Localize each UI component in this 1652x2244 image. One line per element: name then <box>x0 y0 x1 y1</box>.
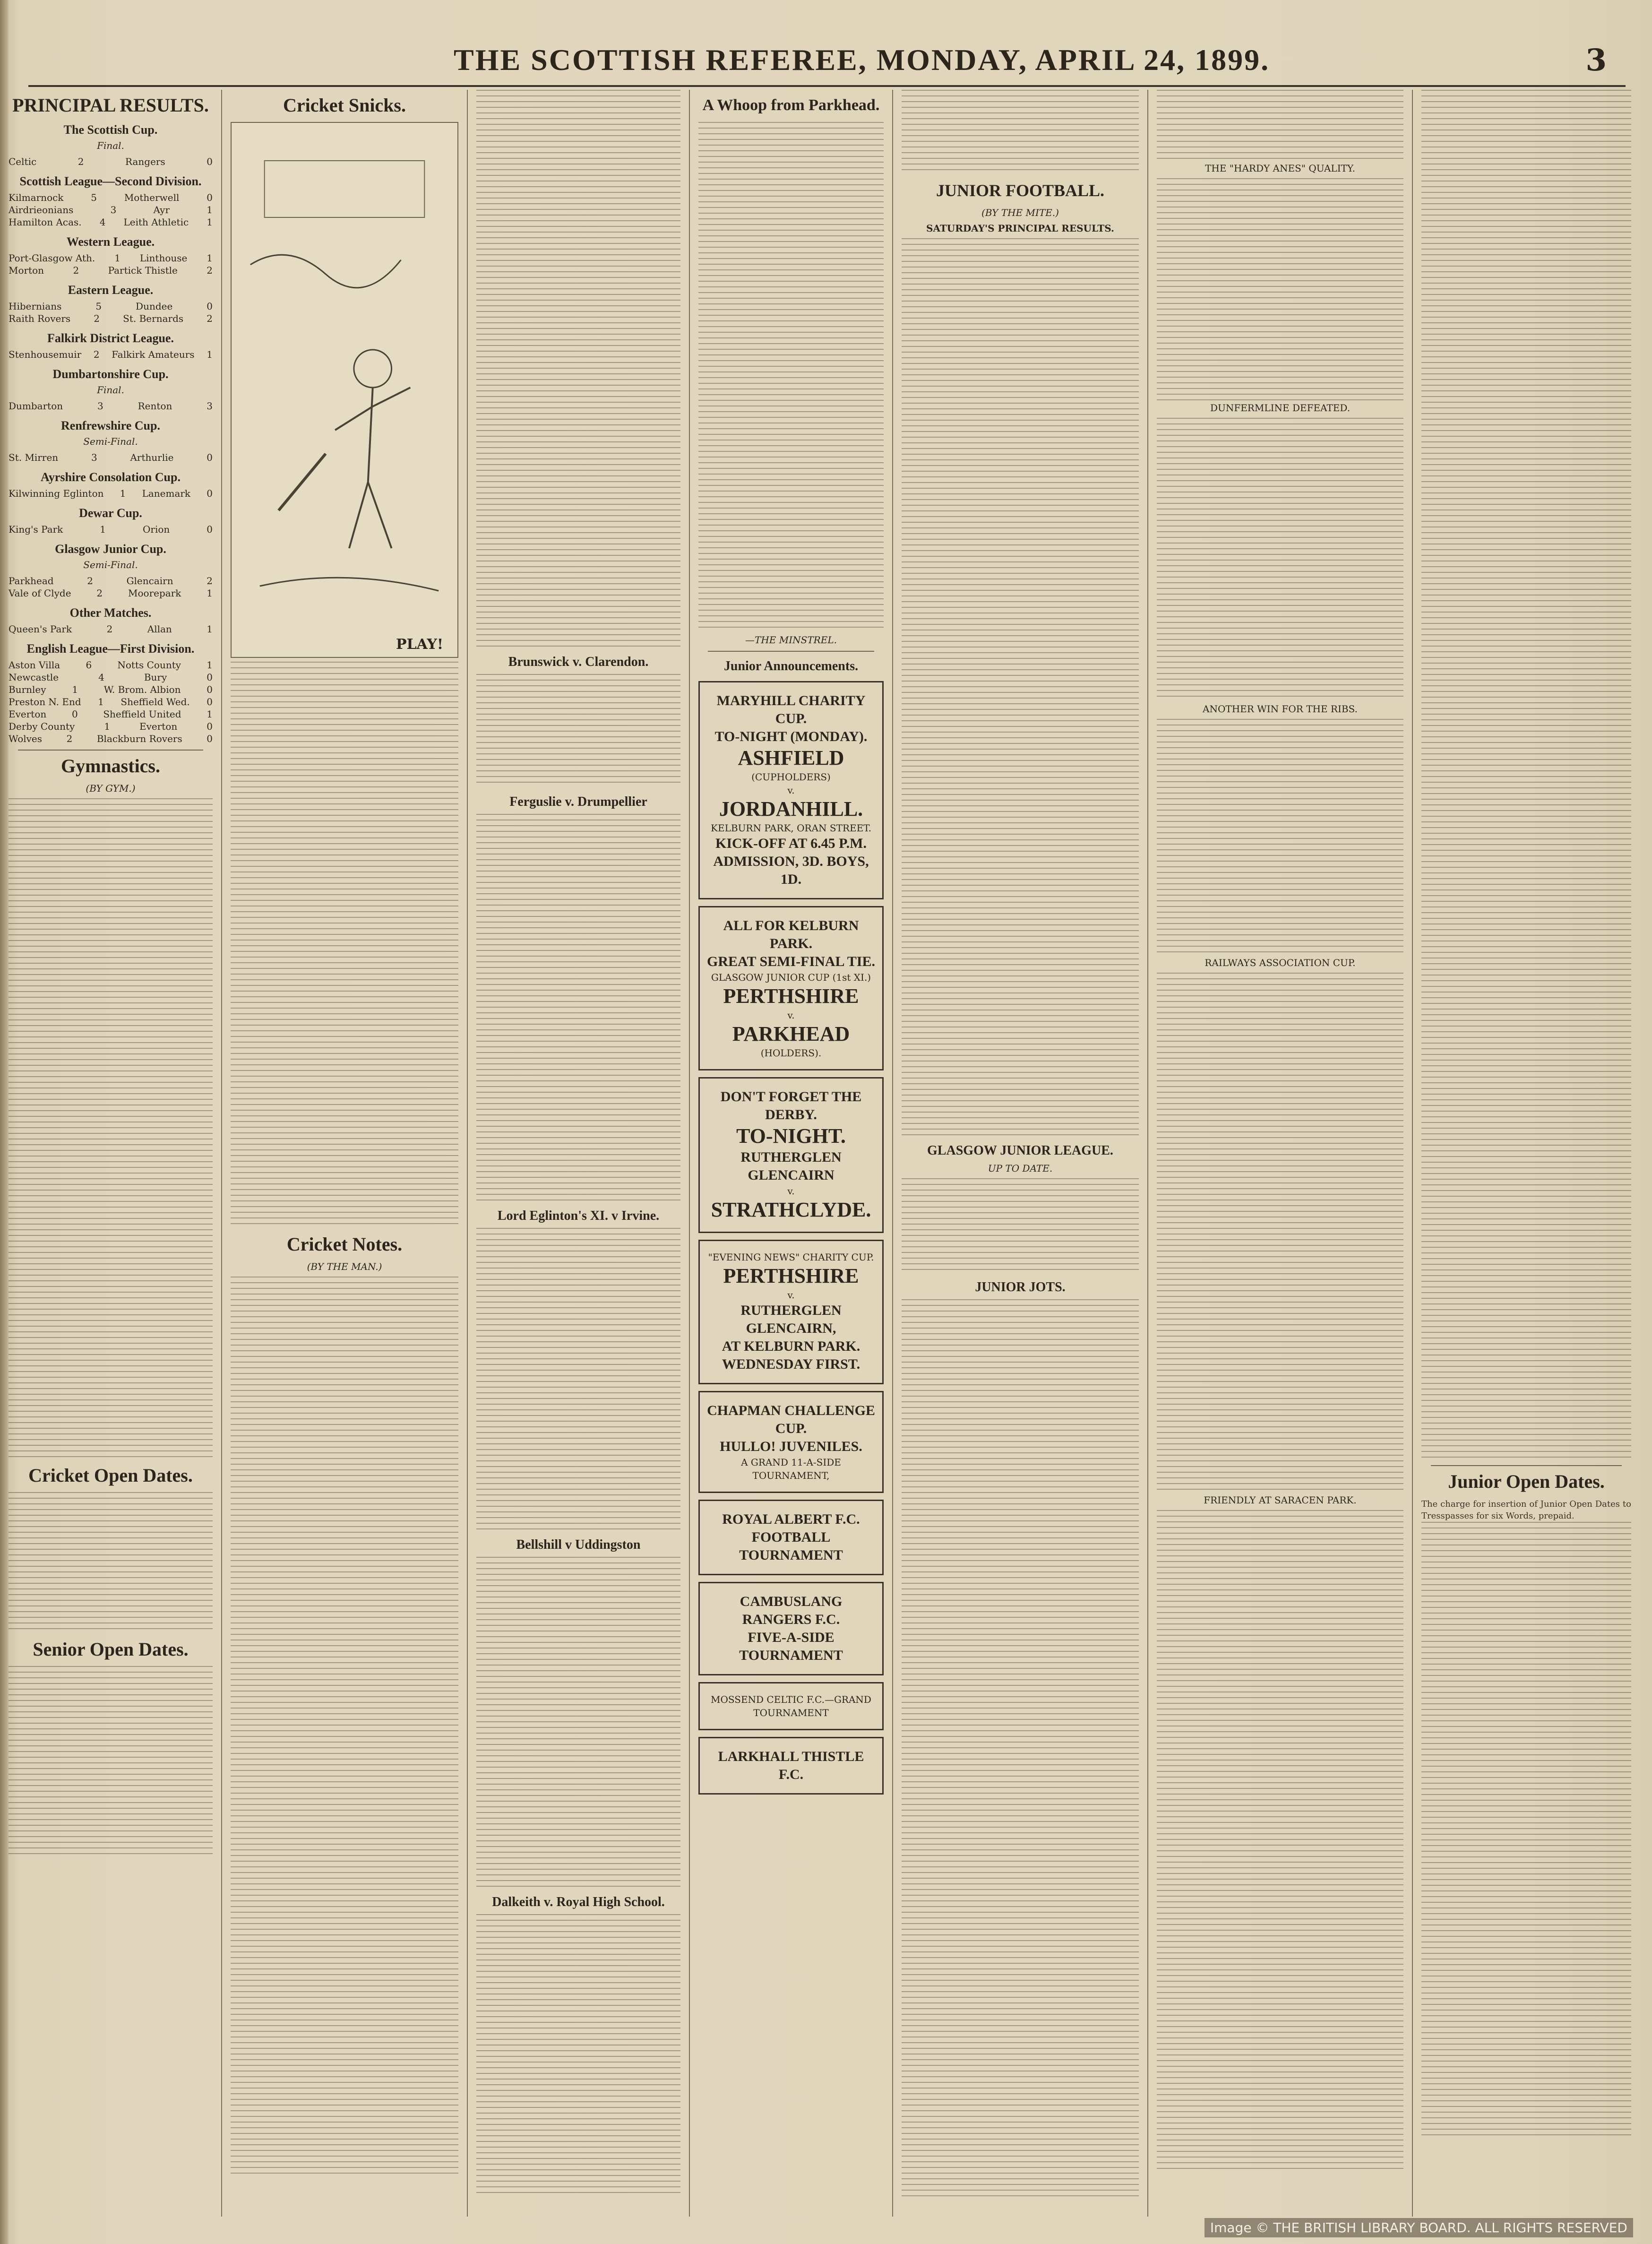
dunfermline-heading: DUNFERMLINE DEFEATED. <box>1210 402 1351 414</box>
result-section-title: Eastern League. <box>68 283 154 297</box>
result-cell: St. Mirren <box>9 452 59 463</box>
junior-football-byline: (BY THE MITE.) <box>981 207 1059 218</box>
result-cell: 0 <box>206 696 213 708</box>
divider <box>1431 1465 1622 1466</box>
junior-jots-heading: JUNIOR JOTS. <box>975 1280 1066 1295</box>
advertisement-line: HULLO! JUVENILES. <box>720 1439 862 1454</box>
result-cell: 2 <box>66 733 73 744</box>
bellshill-uddingston-heading: Bellshill v Uddingston <box>516 1537 641 1552</box>
cricket-open-dates-heading: Cricket Open Dates. <box>28 1465 193 1486</box>
result-row <box>9 708 213 720</box>
result-cell: 2 <box>106 623 113 635</box>
result-cell: Renton <box>138 400 172 412</box>
advertisement-line: (CUPHOLDERS) <box>751 771 831 783</box>
result-cell: Stenhousemuir <box>9 349 82 360</box>
result-cell: 5 <box>91 192 97 203</box>
brunswick-clarendon-heading: Brunswick v. Clarendon. <box>508 655 649 669</box>
result-cell: 1 <box>206 349 213 360</box>
advertisement-line: GLASGOW JUNIOR CUP (1st XI.) <box>711 972 871 983</box>
result-cell: Motherwell <box>124 192 180 203</box>
saturday-results-sub: SATURDAY'S PRINCIPAL RESULTS. <box>926 223 1114 234</box>
result-row <box>9 252 213 264</box>
results-list <box>9 122 213 745</box>
report-text <box>1157 1510 1403 2172</box>
result-cell: 0 <box>206 721 213 732</box>
result-cell: 0 <box>206 301 213 312</box>
masthead <box>28 33 1626 87</box>
divider <box>708 651 874 652</box>
advertisement-line: ROYAL ALBERT F.C. <box>722 1511 860 1527</box>
advertisement-line: PERTHSHIRE <box>723 984 859 1008</box>
result-cell: 3 <box>91 452 97 463</box>
advertisement-box <box>698 1240 884 1384</box>
masthead-title: THE SCOTTISH REFEREE, MONDAY, APRIL 24, 1899. <box>454 43 1270 77</box>
result-cell: 0 <box>206 524 213 535</box>
advertisements <box>698 681 884 1795</box>
ferguslie-drumpellier-heading: Ferguslie v. Drumpellier <box>509 794 647 809</box>
result-cell: 2 <box>206 313 213 324</box>
column-parkhead <box>690 90 893 2217</box>
principal-results-heading: PRINCIPAL RESULTS. <box>12 95 209 116</box>
result-cell: 0 <box>206 452 213 463</box>
result-row <box>9 587 213 599</box>
ferguslie-scorecard <box>476 814 680 1201</box>
result-cell: Dumbarton <box>9 400 63 412</box>
result-cell: Aston Villa <box>9 659 60 671</box>
advertisement-line: DON'T FORGET THE DERBY. <box>720 1089 862 1122</box>
result-row <box>9 659 213 671</box>
result-cell: Burnley <box>9 684 46 695</box>
result-cell: Leith Athletic <box>123 216 189 228</box>
column-cricket-scores <box>468 90 690 2217</box>
advertisement-line: FOOTBALL TOURNAMENT <box>739 1529 843 1563</box>
result-cell: King's Park <box>9 524 63 535</box>
senior-open-dates-text <box>9 1666 213 1855</box>
result-cell: Port-Glasgow Ath. <box>9 252 95 264</box>
junior-league-heading: GLASGOW JUNIOR LEAGUE. <box>927 1143 1113 1158</box>
result-cell: 4 <box>99 216 106 228</box>
cricket-notes-heading: Cricket Notes. <box>286 1234 403 1255</box>
advertisement-line: "EVENING NEWS" CHARITY CUP. <box>708 1251 874 1263</box>
image-credit: Image © THE BRITISH LIBRARY BOARD. ALL RIGHTS RESERVED <box>1205 2218 1633 2237</box>
dalkeith-scorecard <box>476 1914 680 2198</box>
result-cell: 2 <box>73 265 79 276</box>
advertisement-line: (HOLDERS). <box>760 1047 822 1059</box>
result-cell: Kilwinning Eglinton <box>9 488 104 499</box>
junior-football-heading: JUNIOR FOOTBALL. <box>936 181 1105 200</box>
notes-text <box>1421 90 1631 1460</box>
result-cell: Lanemark <box>142 488 191 499</box>
result-cell: Queen's Park <box>9 623 72 635</box>
advertisement-line: AT KELBURN PARK. <box>722 1338 860 1354</box>
result-cell: 3 <box>110 204 117 216</box>
advertisement-line: MARYHILL CHARITY CUP. <box>716 693 866 726</box>
advertisement-line: v. <box>787 1185 795 1197</box>
result-row <box>9 696 213 708</box>
advertisement-line: KICK-OFF AT 6.45 P.M. <box>715 836 867 851</box>
result-cell: Vale of Clyde <box>9 587 71 599</box>
result-cell: 2 <box>206 575 213 587</box>
cricket-notes-text <box>231 1277 458 2175</box>
result-cell: 2 <box>77 156 84 167</box>
result-cell: Rangers <box>125 156 165 167</box>
advertisement-line: STRATHCLYDE. <box>711 1198 871 1221</box>
advertisement-line: CAMBUSLANG RANGERS F.C. <box>740 1594 843 1627</box>
cricket-cartoon-illustration <box>231 122 458 658</box>
result-cell: Everton <box>139 721 178 732</box>
report-text <box>1157 973 1403 1493</box>
result-row <box>9 623 213 635</box>
result-cell: Linthouse <box>139 252 188 264</box>
cricket-open-dates-text <box>9 1492 213 1634</box>
divider <box>18 750 203 751</box>
result-cell: Partick Thistle <box>108 265 178 276</box>
result-cell: 6 <box>86 659 92 671</box>
gymnastics-byline: (BY GYM.) <box>86 783 136 794</box>
senior-open-dates-heading: Senior Open Dates. <box>33 1639 189 1660</box>
result-section-title: English League—First Division. <box>26 642 195 656</box>
result-cell: 1 <box>100 524 106 535</box>
railways-cup-heading: RAILWAYS ASSOCIATION CUP. <box>1205 957 1356 968</box>
gymnastics-heading: Gymnastics. <box>61 755 160 777</box>
result-section-sub: Semi-Final. <box>83 559 138 570</box>
report-text <box>1157 90 1403 161</box>
result-cell: Raith Rovers <box>9 313 71 324</box>
result-cell: Ayr <box>153 204 170 216</box>
result-cell: 2 <box>93 349 100 360</box>
result-cell: 1 <box>206 623 213 635</box>
result-cell: 0 <box>206 488 213 499</box>
column-open-dates <box>1413 90 1640 2217</box>
advertisement-line: CHAPMAN CHALLENGE CUP. <box>707 1403 875 1436</box>
result-row <box>9 264 213 276</box>
column-cricket-snicks <box>222 90 468 2217</box>
hardy-anes-heading: THE "HARDY ANES" QUALITY. <box>1205 163 1355 174</box>
whoop-heading: A Whoop from Parkhead. <box>702 96 880 114</box>
result-row <box>9 312 213 325</box>
advertisement-line: A GRAND 11-A-SIDE TOURNAMENT, <box>741 1457 841 1481</box>
result-cell: Sheffield United <box>103 708 181 720</box>
result-row <box>9 216 213 228</box>
result-cell: Allan <box>147 623 172 635</box>
junior-open-dates-heading: Junior Open Dates. <box>1448 1471 1605 1492</box>
result-section-title: Other Matches. <box>69 606 152 620</box>
result-section-title: Dumbartonshire Cup. <box>52 367 169 381</box>
report-text <box>1157 719 1403 955</box>
result-cell: Kilmarnock <box>9 192 64 203</box>
result-section-title: The Scottish Cup. <box>63 123 158 137</box>
result-cell: 3 <box>97 400 103 412</box>
result-cell: Newcastle <box>9 672 59 683</box>
result-cell: Moorepark <box>128 587 181 599</box>
result-row <box>9 300 213 312</box>
result-cell: Bury <box>144 672 167 683</box>
result-row <box>9 348 213 361</box>
another-win-heading: ANOTHER WIN FOR THE RIBS. <box>1203 703 1358 715</box>
result-row <box>9 720 213 733</box>
advertisement-box <box>698 1391 884 1493</box>
result-section-title: Falkirk District League. <box>47 331 174 345</box>
advertisement-box <box>698 1077 884 1233</box>
result-row <box>9 671 213 683</box>
result-row <box>9 733 213 745</box>
advertisement-line: TO-NIGHT (MONDAY). <box>714 729 868 744</box>
advertisement-line: WEDNESDAY FIRST. <box>722 1356 860 1372</box>
result-section-title: Scottish League—Second Division. <box>19 174 202 188</box>
result-cell: Glencairn <box>126 575 173 587</box>
result-cell: 2 <box>96 587 103 599</box>
result-cell: 2 <box>87 575 93 587</box>
result-cell: 0 <box>206 192 213 203</box>
dalkeith-rhs-heading: Dalkeith v. Royal High School. <box>492 1895 665 1909</box>
advertisement-line: FIVE-A-SIDE TOURNAMENT <box>739 1630 843 1663</box>
junior-league-sub: UP TO DATE. <box>988 1163 1053 1174</box>
result-row <box>9 155 213 168</box>
result-cell: 2 <box>206 265 213 276</box>
result-row <box>9 204 213 216</box>
advertisement-line: MOSSEND CELTIC F.C.—GRAND TOURNAMENT <box>711 1694 871 1718</box>
result-cell: Morton <box>9 265 44 276</box>
result-cell: Blackburn Rovers <box>96 733 182 744</box>
result-cell: 3 <box>206 400 213 412</box>
bellshill-scorecard <box>476 1557 680 1888</box>
result-cell: Everton <box>9 708 47 720</box>
cricket-snicks-text <box>231 662 458 1229</box>
top-notice <box>902 90 1139 175</box>
advertisement-line: TO-NIGHT. <box>736 1124 846 1148</box>
result-cell: Sheffield Wed. <box>120 696 190 708</box>
result-row <box>9 683 213 696</box>
result-cell: 1 <box>206 659 213 671</box>
result-cell: 1 <box>120 488 126 499</box>
result-cell: 1 <box>206 252 213 264</box>
report-text <box>1157 418 1403 701</box>
result-cell: Parkhead <box>9 575 54 587</box>
result-cell: Celtic <box>9 156 37 167</box>
result-cell: Wolves <box>9 733 43 744</box>
advertisement-line: v. <box>787 1010 795 1021</box>
result-cell: 1 <box>206 587 213 599</box>
advertisement-line: ADMISSION, 3D. BOYS, 1D. <box>713 854 869 887</box>
result-row <box>9 451 213 464</box>
advertisement-line: PERTHSHIRE <box>723 1264 859 1287</box>
advertisement-line: LARKHALL THISTLE F.C. <box>718 1749 864 1782</box>
result-cell: Hibernians <box>9 301 62 312</box>
advertisement-box <box>698 681 884 899</box>
result-cell: 1 <box>206 204 213 216</box>
result-cell: 1 <box>206 216 213 228</box>
result-section-sub: Semi-Final. <box>83 436 138 447</box>
advertisement-line: PARKHEAD <box>732 1022 850 1045</box>
poem-signature: —THE MINSTREL. <box>745 634 837 646</box>
result-section-sub: Final. <box>97 384 124 396</box>
eglinton-irvine-heading: Lord Eglinton's XI. v Irvine. <box>497 1208 660 1223</box>
result-row <box>9 400 213 412</box>
advertisement-line: RUTHERGLEN GLENCAIRN <box>740 1149 842 1183</box>
result-cell: Derby County <box>9 721 75 732</box>
result-row <box>9 191 213 204</box>
result-section-sub: Final. <box>97 140 124 151</box>
result-cell: Notts County <box>117 659 181 671</box>
result-cell: W. Brom. Albion <box>103 684 181 695</box>
result-cell: 1 <box>206 708 213 720</box>
brunswick-text <box>476 674 680 787</box>
play-caption: PLAY! <box>396 636 443 653</box>
advertisement-line: JORDANHILL. <box>719 797 863 820</box>
result-cell: Airdrieonians <box>9 204 74 216</box>
result-cell: 1 <box>72 684 78 695</box>
page-number: 3 <box>1585 43 1607 78</box>
result-section-title: Renfrewshire Cup. <box>61 419 160 432</box>
junior-jots-text <box>902 1299 1139 2197</box>
saracen-park-heading: FRIENDLY AT SARACEN PARK. <box>1204 1494 1357 1506</box>
result-cell: 1 <box>104 721 111 732</box>
advertisement-box <box>698 1582 884 1675</box>
advertisement-line: RUTHERGLEN GLENCAIRN, <box>740 1303 842 1336</box>
result-section-title: Western League. <box>66 235 155 249</box>
advertisement-line: ALL FOR KELBURN PARK. <box>723 918 859 951</box>
result-section-title: Ayrshire Consolation Cup. <box>41 470 181 484</box>
result-cell: 0 <box>206 684 213 695</box>
open-dates-listing <box>1421 1522 1631 2136</box>
advertisement-box <box>698 1500 884 1575</box>
result-cell: Falkirk Amateurs <box>112 349 195 360</box>
cricket-notes-byline: (BY THE MAN.) <box>307 1261 382 1272</box>
result-cell: St. Bernards <box>123 313 184 324</box>
column-principal-results <box>0 90 222 2217</box>
result-cell: 4 <box>98 672 104 683</box>
result-cell: 0 <box>71 708 78 720</box>
cricket-snicks-heading: Cricket Snicks. <box>283 95 406 116</box>
gymnastics-text <box>9 798 213 1460</box>
result-cell: 0 <box>206 733 213 744</box>
result-cell: Dundee <box>136 301 173 312</box>
junior-league-table <box>902 1178 1139 1273</box>
result-cell: 0 <box>206 672 213 683</box>
result-row <box>9 523 213 535</box>
advertisement-line: GREAT SEMI-FINAL TIE. <box>707 954 875 969</box>
result-cell: Arthurlie <box>130 452 174 463</box>
advertisement-line: KELBURN PARK, ORAN STREET. <box>711 822 871 834</box>
result-row <box>9 575 213 587</box>
report-text <box>1157 178 1403 400</box>
result-section-title: Glasgow Junior Cup. <box>55 542 166 556</box>
eglinton-scorecard <box>476 1228 680 1530</box>
column-match-reports <box>1148 90 1413 2217</box>
advertisement-line: v. <box>787 1289 795 1301</box>
junior-announcements-heading: Junior Announcements. <box>723 659 859 673</box>
result-cell: 2 <box>94 313 100 324</box>
advertisement-box <box>698 906 884 1070</box>
result-cell: 1 <box>114 252 120 264</box>
column-junior-football <box>893 90 1148 2217</box>
advertisement-box <box>698 1737 884 1795</box>
poem-text <box>698 122 884 632</box>
junior-results-text <box>902 238 1139 1136</box>
result-cell: 5 <box>95 301 102 312</box>
advertisement-box <box>698 1682 884 1730</box>
cartoon-sketch <box>232 123 457 657</box>
result-section-title: Dewar Cup. <box>79 506 142 520</box>
result-cell: 1 <box>98 696 104 708</box>
advertisement-line: ASHFIELD <box>738 746 844 769</box>
advertisement-line: v. <box>787 785 795 796</box>
result-cell: Preston N. End <box>9 696 81 708</box>
result-row <box>9 487 213 500</box>
result-cell: Hamilton Acas. <box>9 216 82 228</box>
open-dates-charge-note: The charge for insertion of Junior Open Dates to Tresspasses for six Words, prepaid. <box>1421 1499 1631 1521</box>
cricket-text-continued <box>476 90 680 647</box>
result-cell: Orion <box>142 524 170 535</box>
result-cell: 0 <box>206 156 213 167</box>
